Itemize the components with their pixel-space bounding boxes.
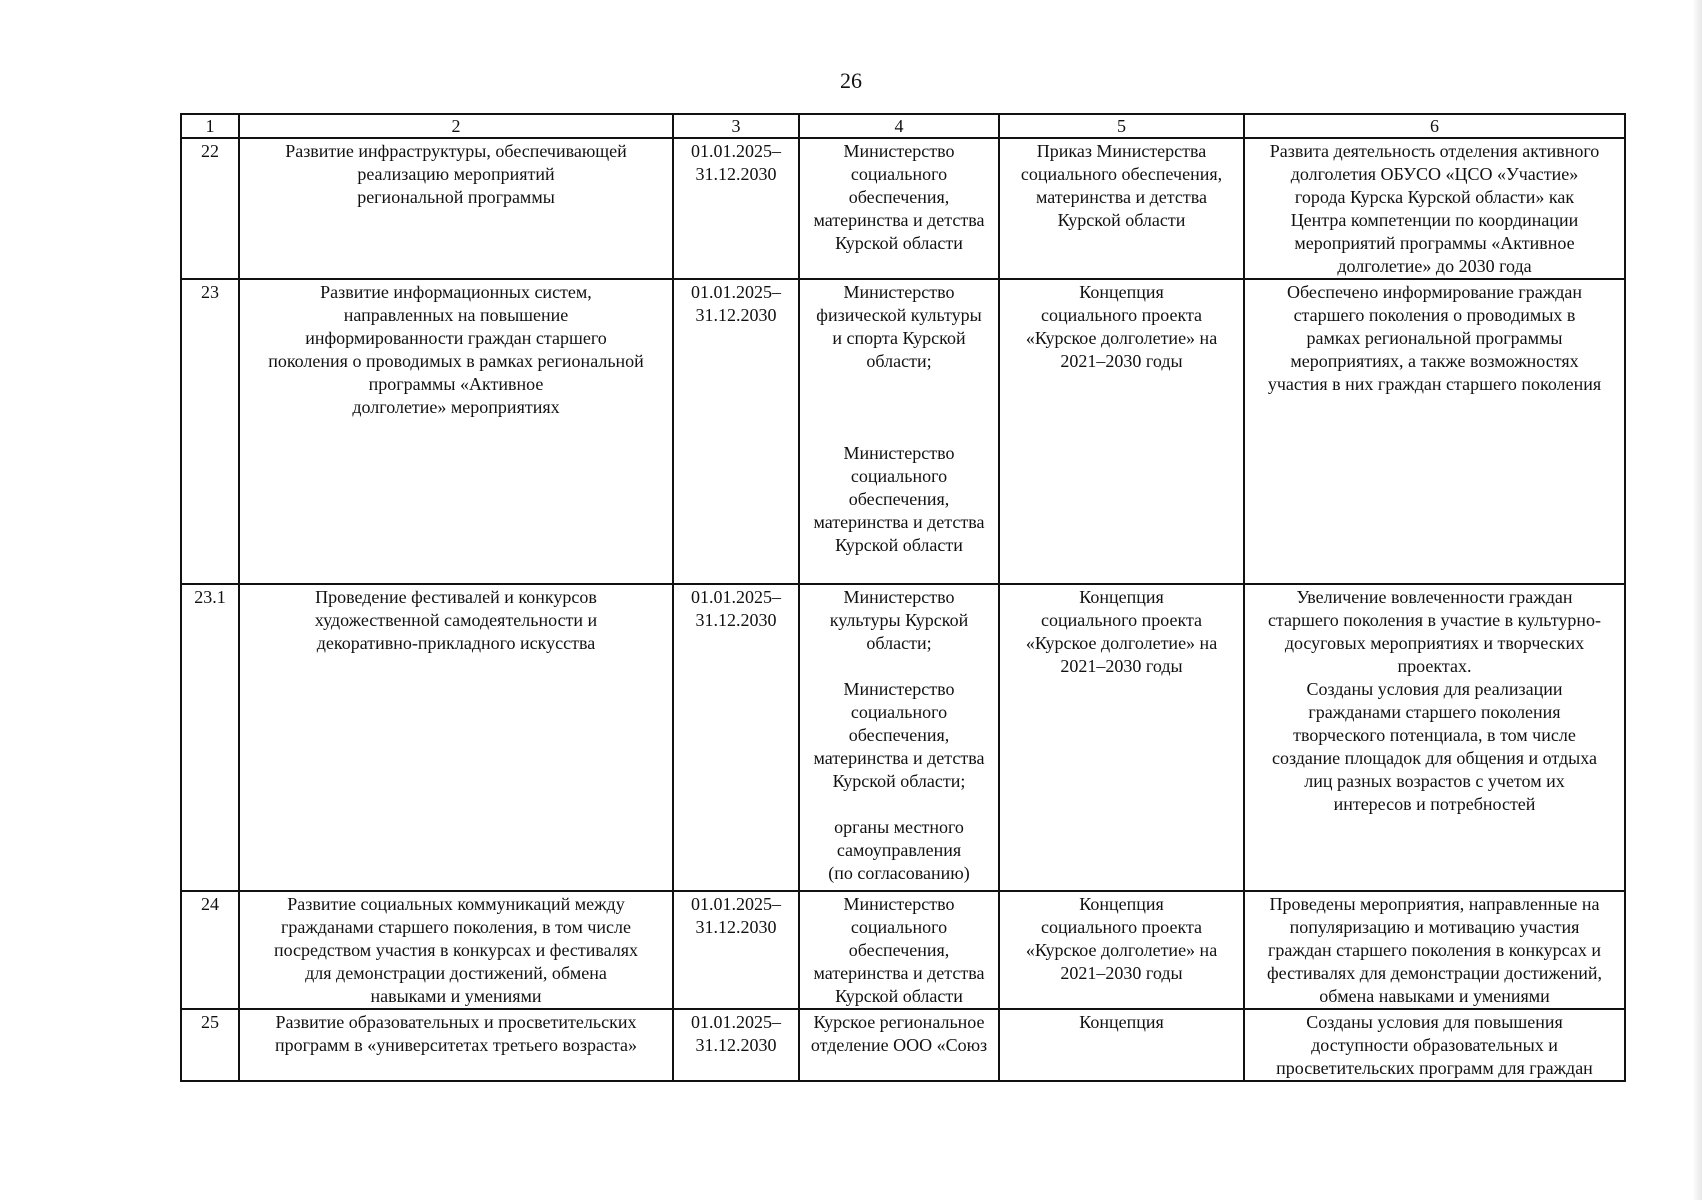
column-header: 6 [1244, 114, 1625, 138]
activity-document: Приказ Министерства социального обеспечения, материнства и детства Курской области [999, 138, 1244, 279]
row-number: 23.1 [181, 584, 239, 891]
activity-period: 01.01.2025– 31.12.2030 [673, 279, 799, 584]
activity-name: Проведение фестивалей и конкурсов художественной самодеятельности и декоративно-прикладного искусства [239, 584, 673, 891]
activity-executors: Министерство социального обеспечения, материнства и детства Курской области [799, 891, 999, 1009]
activity-name: Развитие социальных коммуникаций между гражданами старшего поколения, в том числе посредством участия в конкурсах и фестивалях для демонстрации достижений, обмена навыками и умениями [239, 891, 673, 1009]
activity-document: Концепция социального проекта «Курское долголетие» на 2021–2030 годы [999, 891, 1244, 1009]
table-row [181, 891, 1625, 1009]
activity-name: Развитие образовательных и просветительских программ в «университетах третьего возраста» [239, 1009, 673, 1081]
activity-result: Созданы условия для повышения доступности образовательных и просветительских программ для граждан [1244, 1009, 1625, 1081]
table-row [181, 138, 1625, 279]
scan-edge-shadow [1692, 0, 1702, 1200]
row-number: 25 [181, 1009, 239, 1081]
table-row [181, 1009, 1625, 1081]
activities-table [180, 113, 1626, 1082]
page-number: 26 [840, 68, 862, 93]
activity-period: 01.01.2025– 31.12.2030 [673, 891, 799, 1009]
table-row [181, 279, 1625, 584]
column-header: 2 [239, 114, 673, 138]
column-header: 1 [181, 114, 239, 138]
activity-document: Концепция социального проекта «Курское долголетие» на 2021–2030 годы [999, 584, 1244, 891]
row-number: 22 [181, 138, 239, 279]
activity-document: Концепция социального проекта «Курское долголетие» на 2021–2030 годы [999, 279, 1244, 584]
activity-result: Проведены мероприятия, направленные на популяризацию и мотивацию участия граждан старшего поколения в конкурсах и фестивалях для демонстрации достижений, обмена навыками и умениями [1244, 891, 1625, 1009]
activity-name: Развитие инфраструктуры, обеспечивающей реализацию мероприятий региональной программы [239, 138, 673, 279]
activity-executors: Министерство физической культуры и спорта Курской области; Министерство социального обеспечения, материнства и детства Курской области [799, 279, 999, 584]
table-row [181, 584, 1625, 891]
activity-period: 01.01.2025– 31.12.2030 [673, 1009, 799, 1081]
activity-document: Концепция [999, 1009, 1244, 1081]
column-header: 5 [999, 114, 1244, 138]
row-number: 23 [181, 279, 239, 584]
column-header: 4 [799, 114, 999, 138]
activity-name: Развитие информационных систем, направленных на повышение информированности граждан старшего поколения о проводимых в рамках региональной программы «Активное долголетие» мероприятиях [239, 279, 673, 584]
activity-result: Развита деятельность отделения активного долголетия ОБУСО «ЦСО «Участие» города Курска Курской области» как Центра компетенции по координации мероприятий программы «Активное долголетие» до 2030 года [1244, 138, 1625, 279]
activity-executors: Министерство социального обеспечения, материнства и детства Курской области [799, 138, 999, 279]
row-number: 24 [181, 891, 239, 1009]
activity-period: 01.01.2025– 31.12.2030 [673, 584, 799, 891]
activity-period: 01.01.2025– 31.12.2030 [673, 138, 799, 279]
column-header: 3 [673, 114, 799, 138]
table-header-row [181, 114, 1625, 138]
activity-result: Увеличение вовлеченности граждан старшего поколения в участие в культурно- досуговых мероприятиях и творческих проектах. Созданы условия для реализации гражданами старшего поколения творческого потенциала, в том числе создание площадок для общения и отдыха лиц разных возрастов с учетом их интересов и потребностей [1244, 584, 1625, 891]
activity-result: Обеспечено информирование граждан старшего поколения о проводимых в рамках региональной программы мероприятиях, а также возможностях участия в них граждан старшего поколения [1244, 279, 1625, 584]
activity-executors: Министерство культуры Курской области; Министерство социального обеспечения, материнства и детства Курской области; органы местного самоуправления (по согласованию) [799, 584, 999, 891]
activity-executors: Курское региональное отделение ООО «Союз [799, 1009, 999, 1081]
